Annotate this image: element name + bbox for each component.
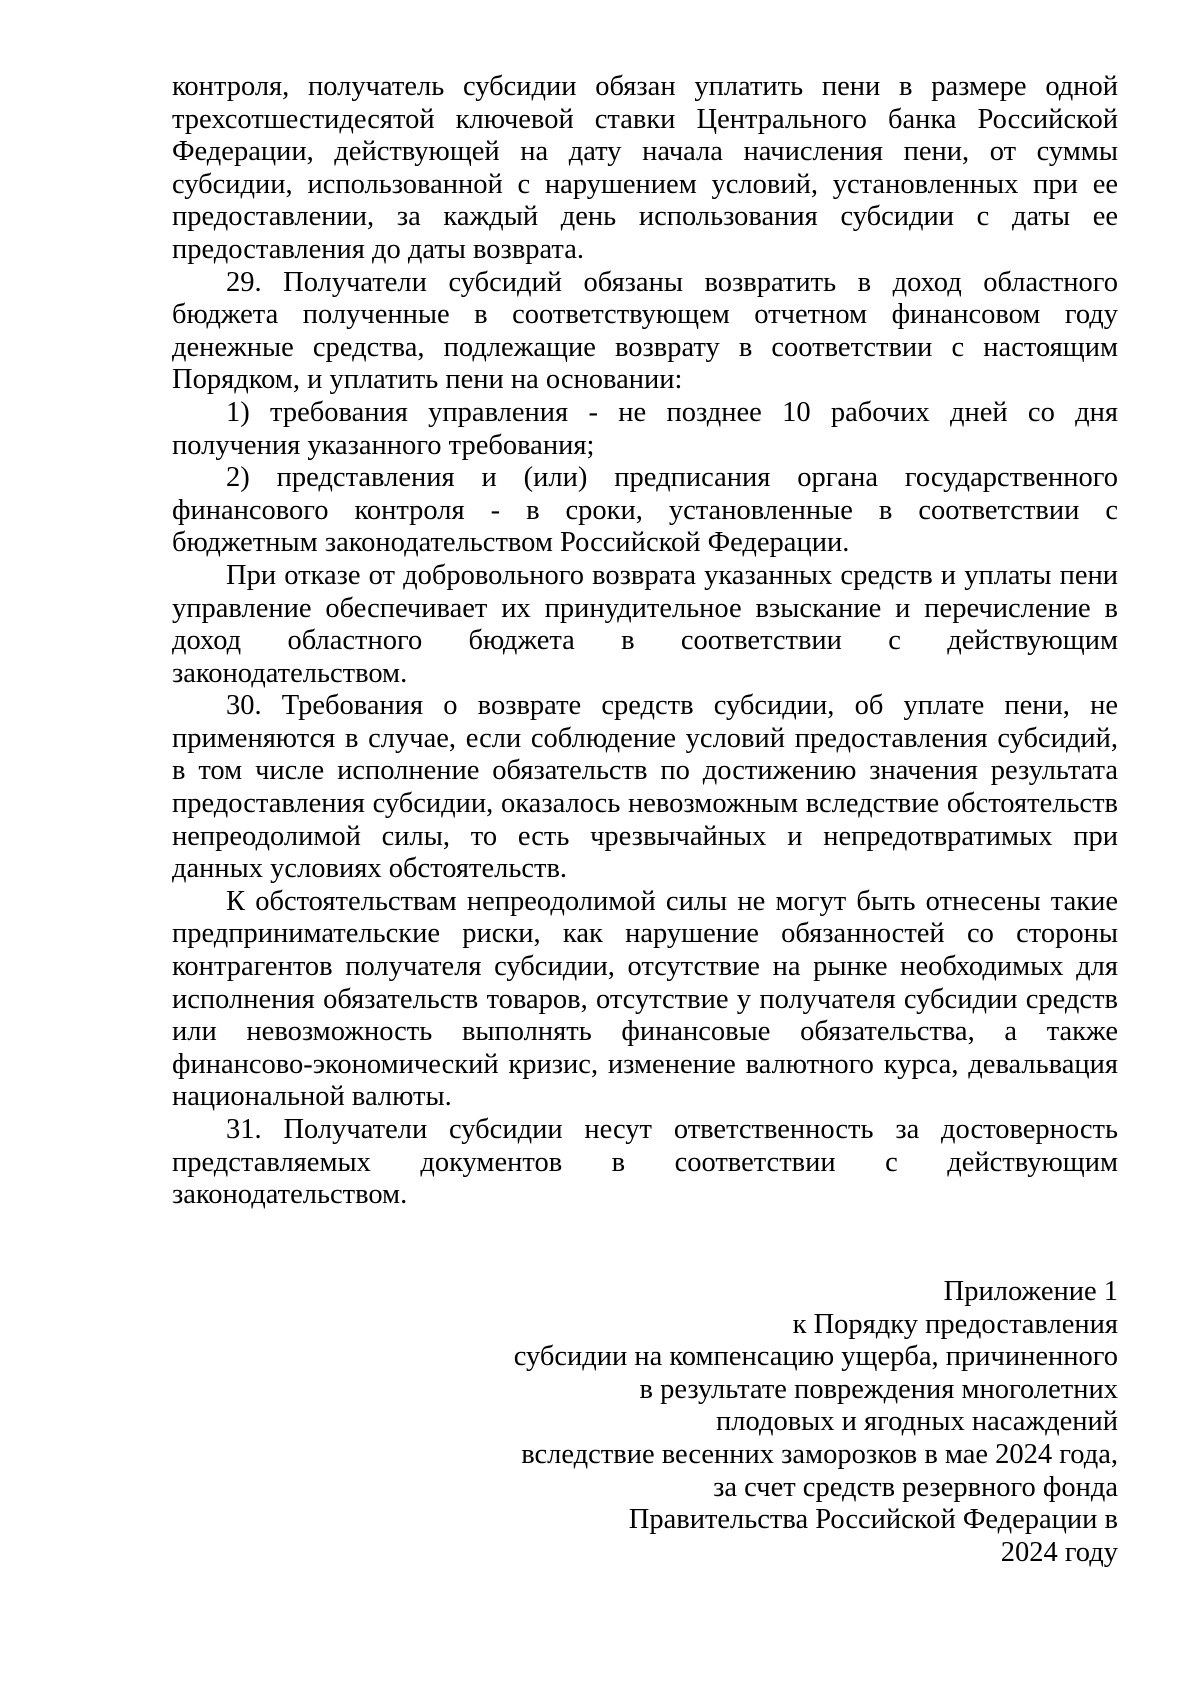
paragraph-31: 31. Получатели субсидии несут ответственность за достоверность представляемых документов в соответствии с действующим законодательством. bbox=[172, 1114, 1118, 1211]
appendix-line: к Порядку предоставления bbox=[792, 1308, 1118, 1340]
paragraph-force-majeure: К обстоятельствам непреодолимой силы не могут быть отнесены такие предпринимательские риски, как нарушение обязанностей со стороны контрагентов получателя субсидии, отсутствие на рынке необходимых для исполнения обязательств товаров, отсутствие у получателя субсидии средств или невозможность выполнять финансовые обязательства, а также финансово-экономический кризис, изменение валютного курса, девальвация национальной валюты. bbox=[172, 885, 1118, 1113]
appendix-line: Правительства Российской Федерации в bbox=[628, 1504, 1118, 1536]
paragraph-29-item-2: 2) представления и (или) предписания органа государственного финансового контроля - в сроки, установленные в соответствии с бюджетным законодательством Российской Федерации. bbox=[172, 462, 1118, 559]
paragraph-continuation: контроля, получатель субсидии обязан уплатить пени в размере одной трехсотшестидесятой ключевой ставки Центрального банка Российской Федерации, действующей на дату начала начисления пени, от суммы субсидии, использованной с нарушением условий, установленных при ее предоставлении, за каждый день использования субсидии с даты ее предоставления до даты возврата. bbox=[172, 71, 1118, 265]
paragraph-29: 29. Получатели субсидий обязаны возвратить в доход областного бюджета полученные в соответствующем отчетном финансовом году денежные средства, подлежащие возврату в соответствии с настоящим Порядком, и уплатить пени на основании: bbox=[172, 266, 1118, 396]
appendix-line: вследствие весенних заморозков в мае 2024 года, bbox=[521, 1438, 1118, 1470]
paragraph-30: 30. Требования о возврате средств субсидии, об уплате пени, не применяются в случае, если соблюдение условий предоставления субсидий, в том числе исполнение обязательств по достижению значения результата предоставления субсидии, оказалось невозможным вследствие обстоятельств непреодолимой силы, то есть чрезвычайных и непредотвратимых при данных условиях обстоятельств. bbox=[172, 690, 1118, 885]
paragraph-29-item-1: 1) требования управления - не позднее 10 рабочих дней со дня получения указанного требования; bbox=[172, 396, 1118, 461]
appendix-line: плодовых и ягодных насаждений bbox=[716, 1406, 1118, 1438]
appendix-header bbox=[418, 1276, 1118, 1569]
appendix-line: субсидии на компенсацию ущерба, причиненного bbox=[513, 1341, 1118, 1373]
appendix-title: Приложение 1 bbox=[943, 1276, 1118, 1307]
appendix-line: 2024 году bbox=[1000, 1536, 1118, 1568]
document-body bbox=[172, 71, 1118, 1212]
appendix-line: за счет средств резервного фонда bbox=[713, 1471, 1118, 1503]
paragraph-refusal: При отказе от добровольного возврата указанных средств и уплаты пени управление обеспечивает их принудительное взыскание и перечисление в доход областного бюджета в соответствии с действующим законодательством. bbox=[172, 559, 1118, 689]
appendix-line: в результате повреждения многолетних bbox=[639, 1373, 1118, 1405]
